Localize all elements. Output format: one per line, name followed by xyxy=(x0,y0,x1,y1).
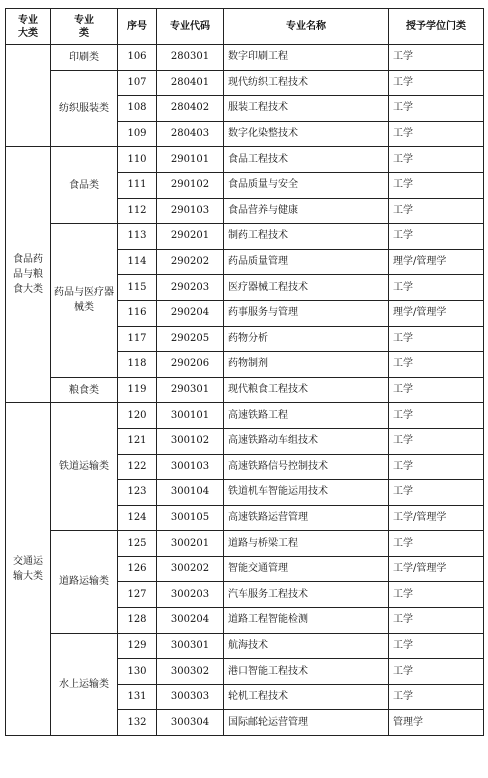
table-row xyxy=(6,147,484,173)
table-body xyxy=(6,45,484,736)
name-cell: 药物分析 xyxy=(224,326,389,352)
seq-cell: 109 xyxy=(118,121,157,147)
code-cell: 300201 xyxy=(157,531,224,557)
seq-cell: 112 xyxy=(118,198,157,224)
degree-cell: 工学 xyxy=(389,531,484,557)
subcategory-cell: 道路运输类 xyxy=(51,531,118,633)
degree-cell: 工学 xyxy=(389,275,484,301)
code-cell: 300104 xyxy=(157,480,224,506)
seq-cell: 129 xyxy=(118,633,157,659)
seq-cell: 119 xyxy=(118,377,157,403)
seq-cell: 118 xyxy=(118,352,157,378)
name-cell: 高速铁路工程 xyxy=(224,403,389,429)
code-cell: 290203 xyxy=(157,275,224,301)
seq-cell: 115 xyxy=(118,275,157,301)
seq-cell: 126 xyxy=(118,556,157,582)
name-cell: 制药工程技术 xyxy=(224,224,389,250)
degree-cell: 工学 xyxy=(389,198,484,224)
degree-cell: 工学 xyxy=(389,428,484,454)
code-cell: 300303 xyxy=(157,684,224,710)
seq-cell: 106 xyxy=(118,45,157,71)
category-cell xyxy=(6,45,51,147)
degree-cell: 工学 xyxy=(389,403,484,429)
degree-cell: 工学 xyxy=(389,659,484,685)
code-cell: 290102 xyxy=(157,172,224,198)
name-cell: 高速铁路动车组技术 xyxy=(224,428,389,454)
name-cell: 数字化染整技术 xyxy=(224,121,389,147)
degree-cell: 工学 xyxy=(389,45,484,71)
name-cell: 服装工程技术 xyxy=(224,96,389,122)
seq-cell: 108 xyxy=(118,96,157,122)
degree-cell: 管理学 xyxy=(389,710,484,736)
degree-cell: 理学/管理学 xyxy=(389,249,484,275)
seq-cell: 113 xyxy=(118,224,157,250)
degree-cell: 工学/管理学 xyxy=(389,556,484,582)
header-seq: 序号 xyxy=(118,9,157,45)
name-cell: 高速铁路运营管理 xyxy=(224,505,389,531)
degree-cell: 工学 xyxy=(389,608,484,634)
seq-cell: 107 xyxy=(118,70,157,96)
category-cell: 食品药品与粮食大类 xyxy=(6,147,51,403)
degree-cell: 工学 xyxy=(389,454,484,480)
header-category: 专业 大类 xyxy=(6,9,51,45)
table-row xyxy=(6,633,484,659)
table-row xyxy=(6,224,484,250)
code-cell: 300202 xyxy=(157,556,224,582)
seq-cell: 130 xyxy=(118,659,157,685)
degree-cell: 工学 xyxy=(389,684,484,710)
degree-cell: 工学 xyxy=(389,582,484,608)
code-cell: 300105 xyxy=(157,505,224,531)
name-cell: 现代粮食工程技术 xyxy=(224,377,389,403)
seq-cell: 120 xyxy=(118,403,157,429)
code-cell: 300302 xyxy=(157,659,224,685)
seq-cell: 127 xyxy=(118,582,157,608)
seq-cell: 117 xyxy=(118,326,157,352)
seq-cell: 125 xyxy=(118,531,157,557)
code-cell: 290301 xyxy=(157,377,224,403)
name-cell: 智能交通管理 xyxy=(224,556,389,582)
code-cell: 280301 xyxy=(157,45,224,71)
name-cell: 国际邮轮运营管理 xyxy=(224,710,389,736)
name-cell: 航海技术 xyxy=(224,633,389,659)
seq-cell: 116 xyxy=(118,300,157,326)
code-cell: 300301 xyxy=(157,633,224,659)
degree-cell: 工学 xyxy=(389,121,484,147)
name-cell: 数字印刷工程 xyxy=(224,45,389,71)
code-cell: 290206 xyxy=(157,352,224,378)
degree-cell: 工学/管理学 xyxy=(389,505,484,531)
code-cell: 280402 xyxy=(157,96,224,122)
subcategory-cell: 药品与医疗器械类 xyxy=(51,224,118,378)
code-cell: 290201 xyxy=(157,224,224,250)
header-row xyxy=(6,9,484,45)
degree-cell: 工学 xyxy=(389,633,484,659)
degree-cell: 工学 xyxy=(389,224,484,250)
header-subcategory: 专业 类 xyxy=(51,9,118,45)
degree-cell: 工学 xyxy=(389,377,484,403)
code-cell: 300101 xyxy=(157,403,224,429)
seq-cell: 111 xyxy=(118,172,157,198)
code-cell: 290101 xyxy=(157,147,224,173)
subcategory-cell: 食品类 xyxy=(51,147,118,224)
seq-cell: 110 xyxy=(118,147,157,173)
code-cell: 280401 xyxy=(157,70,224,96)
name-cell: 轮机工程技术 xyxy=(224,684,389,710)
name-cell: 港口智能工程技术 xyxy=(224,659,389,685)
name-cell: 道路与桥梁工程 xyxy=(224,531,389,557)
seq-cell: 122 xyxy=(118,454,157,480)
header-code: 专业代码 xyxy=(157,9,224,45)
name-cell: 道路工程智能检测 xyxy=(224,608,389,634)
table-row xyxy=(6,403,484,429)
code-cell: 300103 xyxy=(157,454,224,480)
degree-cell: 工学 xyxy=(389,326,484,352)
degree-cell: 工学 xyxy=(389,480,484,506)
name-cell: 食品工程技术 xyxy=(224,147,389,173)
degree-cell: 工学 xyxy=(389,96,484,122)
degree-cell: 理学/管理学 xyxy=(389,300,484,326)
code-cell: 290205 xyxy=(157,326,224,352)
header-name: 专业名称 xyxy=(224,9,389,45)
name-cell: 现代纺织工程技术 xyxy=(224,70,389,96)
header-degree: 授予学位门类 xyxy=(389,9,484,45)
degree-cell: 工学 xyxy=(389,70,484,96)
seq-cell: 114 xyxy=(118,249,157,275)
code-cell: 300102 xyxy=(157,428,224,454)
seq-cell: 123 xyxy=(118,480,157,506)
seq-cell: 128 xyxy=(118,608,157,634)
subcategory-cell: 粮食类 xyxy=(51,377,118,403)
name-cell: 高速铁路信号控制技术 xyxy=(224,454,389,480)
degree-cell: 工学 xyxy=(389,147,484,173)
code-cell: 300203 xyxy=(157,582,224,608)
code-cell: 290204 xyxy=(157,300,224,326)
code-cell: 300304 xyxy=(157,710,224,736)
code-cell: 290103 xyxy=(157,198,224,224)
name-cell: 汽车服务工程技术 xyxy=(224,582,389,608)
table-row xyxy=(6,45,484,71)
seq-cell: 121 xyxy=(118,428,157,454)
degree-cell: 工学 xyxy=(389,172,484,198)
code-cell: 280403 xyxy=(157,121,224,147)
name-cell: 铁道机车智能运用技术 xyxy=(224,480,389,506)
name-cell: 医疗器械工程技术 xyxy=(224,275,389,301)
subcategory-cell: 印刷类 xyxy=(51,45,118,71)
name-cell: 药物制剂 xyxy=(224,352,389,378)
category-cell: 交通运输大类 xyxy=(6,403,51,736)
seq-cell: 131 xyxy=(118,684,157,710)
seq-cell: 124 xyxy=(118,505,157,531)
name-cell: 药品质量管理 xyxy=(224,249,389,275)
subcategory-cell: 纺织服装类 xyxy=(51,70,118,147)
seq-cell: 132 xyxy=(118,710,157,736)
table-row xyxy=(6,531,484,557)
code-cell: 300204 xyxy=(157,608,224,634)
code-cell: 290202 xyxy=(157,249,224,275)
name-cell: 食品质量与安全 xyxy=(224,172,389,198)
table-row xyxy=(6,377,484,403)
major-catalog-table xyxy=(5,8,484,736)
subcategory-cell: 水上运输类 xyxy=(51,633,118,735)
name-cell: 药事服务与管理 xyxy=(224,300,389,326)
name-cell: 食品营养与健康 xyxy=(224,198,389,224)
subcategory-cell: 铁道运输类 xyxy=(51,403,118,531)
table-row xyxy=(6,70,484,96)
degree-cell: 工学 xyxy=(389,352,484,378)
